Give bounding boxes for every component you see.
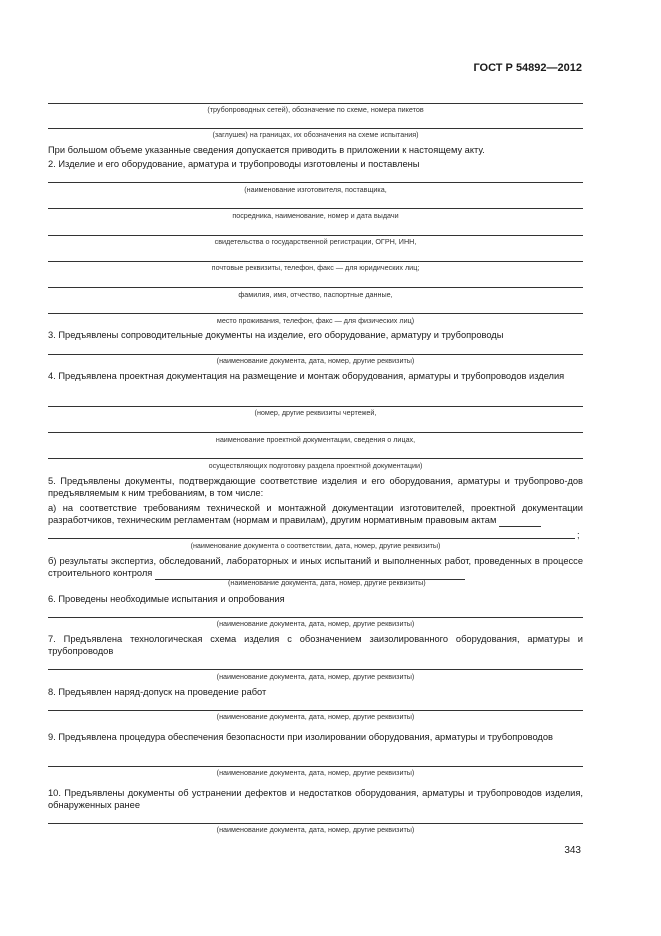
field-caption: посредника, наименование, номер и дата выдачи	[232, 211, 399, 220]
field-caption: (наименование документа, дата, номер, другие реквизиты)	[216, 712, 415, 721]
field-caption: (наименование документа, дата, номер, другие реквизиты)	[216, 672, 415, 681]
field-caption: свидетельства о государственной регистрации, ОГРН, ИНН,	[214, 237, 417, 246]
field-caption: (наименование документа, дата, номер, другие реквизиты)	[216, 768, 415, 777]
fill-line	[48, 182, 583, 183]
standard-header: ГОСТ Р 54892—2012	[473, 62, 582, 74]
page-number: 343	[564, 845, 581, 856]
section-5b-label: б) результаты экспертиз, обследований, лабораторных и иных испытаний и выполненных работ, проведенных в процессе строительного контроля	[48, 556, 583, 578]
field-caption: фамилия, имя, отчество, паспортные данные,	[238, 290, 393, 299]
field-caption: почтовые реквизиты, телефон, факс — для юридических лиц;	[211, 263, 420, 272]
semicolon: ;	[577, 530, 580, 540]
field-caption: осуществляющих подготовку раздела проектной документации)	[208, 461, 423, 470]
section-4-title: 4. Предъявлена проектная документация на размещение и монтаж оборудования, арматуры и трубопроводов изделия	[48, 371, 565, 381]
fill-line	[48, 313, 583, 314]
fill-line	[48, 538, 575, 539]
section-5a-text	[48, 502, 583, 527]
section-5a-label: а) на соответствие требованиям технической и монтажной документации изготовителей, проектной документации разработчиков, техническим регламентам (нормам и правилам), другим нормативным правовым актам	[48, 503, 583, 525]
fill-line	[48, 432, 583, 433]
fill-line	[48, 406, 583, 407]
fill-line	[48, 287, 583, 288]
note-text: При большом объеме указанные сведения допускается приводить в приложении к настоящему акту.	[48, 145, 485, 155]
fill-line	[48, 235, 583, 236]
field-caption: (наименование документа, дата, номер, другие реквизиты)	[216, 619, 415, 628]
section-9-title: 9. Предъявлена процедура обеспечения безопасности при изолировании оборудования, арматуры и трубопроводов	[48, 732, 553, 742]
field-caption: (наименование документа о соответствии, дата, номер, другие реквизиты)	[190, 541, 441, 550]
field-caption: (наименование документа, дата, номер, другие реквизиты)	[216, 356, 415, 365]
fill-line	[48, 103, 583, 104]
section-7-title: 7. Предъявлена технологическая схема изделия с обозначением заизолированного оборудования, арматуры и трубопроводов	[48, 634, 583, 656]
fill-line	[48, 208, 583, 209]
fill-line	[499, 514, 541, 527]
fill-line	[48, 766, 583, 767]
field-caption: (заглушек) на границах, их обозначения на схеме испытания)	[212, 130, 419, 139]
fill-line	[48, 458, 583, 459]
fill-line	[48, 354, 583, 355]
field-caption: место проживания, телефон, факс — для физических лиц)	[216, 316, 415, 325]
field-caption: (наименование документа, дата, номер, другие реквизиты)	[216, 825, 415, 834]
section-6-title: 6. Проведены необходимые испытания и опробования	[48, 594, 285, 604]
section-10-title: 10. Предъявлены документы об устранении дефектов и недостатков оборудования, арматуры и трубопроводов изделия, обнаруженных ранее	[48, 788, 583, 810]
field-caption: (номер, другие реквизиты чертежей,	[254, 408, 377, 417]
fill-line	[48, 128, 583, 129]
section-5-title: 5. Предъявлены документы, подтверждающие соответствие изделия и его оборудования, арматуры и трубопрово-дов предъявляемым к ним требованиям, в том числе:	[48, 476, 583, 498]
field-caption: (наименование документа, дата, номер, другие реквизиты)	[228, 578, 426, 587]
section-5b-text	[48, 555, 583, 580]
section-8-title: 8. Предъявлен наряд-допуск на проведение работ	[48, 687, 267, 697]
fill-line	[48, 823, 583, 824]
fill-line	[48, 710, 583, 711]
section-2-title: 2. Изделие и его оборудование, арматура и трубопроводы изготовлены и поставлены	[48, 159, 420, 169]
field-caption: (наименование изготовителя, поставщика,	[244, 185, 387, 194]
field-caption: (трубопроводных сетей), обозначение по схеме, номера пикетов	[207, 105, 424, 114]
fill-line	[48, 617, 583, 618]
field-caption: наименование проектной документации, сведения о лицах,	[215, 435, 416, 444]
fill-line	[48, 261, 583, 262]
fill-line	[48, 669, 583, 670]
section-3-title: 3. Предъявлены сопроводительные документы на изделие, его оборудование, арматуру и трубопроводы	[48, 330, 504, 340]
